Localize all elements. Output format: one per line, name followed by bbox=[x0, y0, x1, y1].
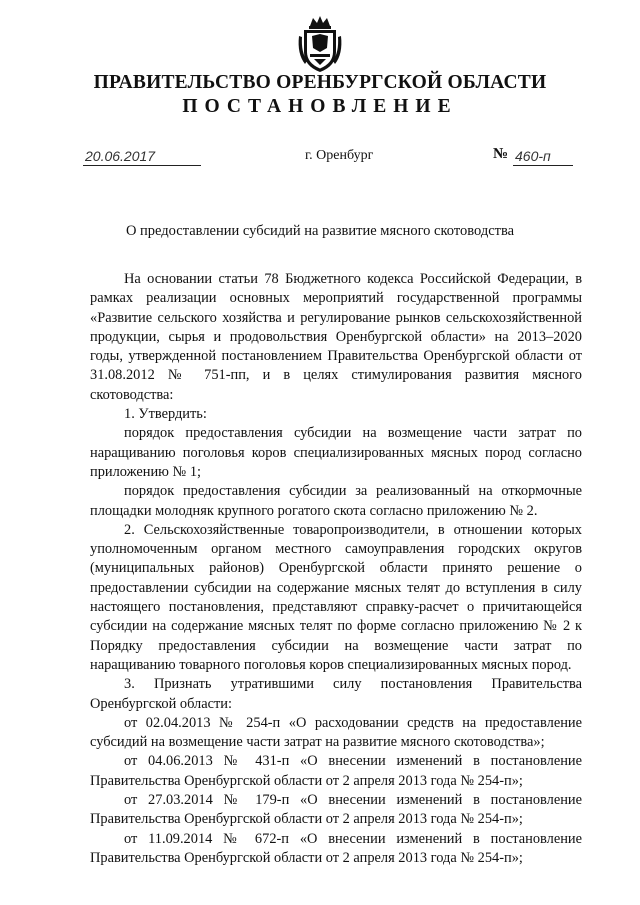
body-paragraph: 3. Признать утратившими силу постановления Правительства Оренбургской области: bbox=[90, 676, 582, 712]
body-paragraph: от 27.03.2014 № 179-п «О внесении изменений в постановление Правительства Оренбургской области от 2 апреля 2013 года № 254-п»; bbox=[90, 792, 582, 828]
document-date: 20.06.2017 bbox=[83, 148, 201, 166]
document-type-title: ПОСТАНОВЛЕНИЕ bbox=[182, 96, 458, 117]
document-subject: О предоставлении субсидий на развитие мясного скотоводства bbox=[125, 223, 515, 239]
document-city: г. Оренбург bbox=[305, 148, 374, 163]
body-paragraph: от 02.04.2013 № 254-п «О расходовании средств на предоставление субсидий на возмещение части затрат на развитие мясного скотоводства»; bbox=[90, 714, 582, 751]
body-paragraph: 2. Сельскохозяйственные товаропроизводители, в отношении которых уполномоченным органом местного самоуправления городских округов (муниципальных районов) Оренбургской области принято решение о предоставлении субсидии на содержание мясных телят до вступления в силу настоящего постановления, представляют справку-расчет о причитающейся субсидии на содержание мясных телят по форме согласно приложению № 2 к Порядку предоставления субсидии на возмещение части затрат по наращиванию товарного поголовья коров специализированных мясных пород. bbox=[90, 521, 582, 673]
government-title: ПРАВИТЕЛЬСТВО ОРЕНБУРГСКОЙ ОБЛАСТИ bbox=[93, 72, 547, 93]
body-paragraph: порядок предоставления субсидии на возмещение части затрат по наращиванию поголовья коров специализированных мясных пород согласно приложению № 1; bbox=[90, 425, 582, 480]
body-paragraph: На основании статьи 78 Бюджетного кодекса Российской Федерации, в рамках реализации основных мероприятий государственной программы «Развитие сельского хозяйства и регулирование рынков сельскохозяйственной продукции, сырья и продовольствия Оренбургской области» на 2013–2020 годы, утвержденной постановлением Правительства Оренбургской области от 31.08.2012 № 751-пп, и в целях стимулирования развития мясного скотоводства: bbox=[90, 271, 582, 403]
coat-of-arms-icon bbox=[296, 14, 344, 76]
document-body bbox=[90, 270, 582, 868]
body-paragraph: 1. Утвердить: bbox=[124, 406, 207, 423]
document-number-label: № bbox=[493, 146, 509, 162]
body-paragraph: от 11.09.2014 № 672-п «О внесении изменений в постановление Правительства Оренбургской области от 2 апреля 2013 года № 254-п»; bbox=[90, 830, 582, 866]
body-paragraph: от 04.06.2013 № 431-п «О внесении изменений в постановление Правительства Оренбургской области от 2 апреля 2013 года № 254-п»; bbox=[90, 753, 582, 789]
document-number: 460-п bbox=[513, 148, 573, 166]
body-paragraph: порядок предоставления субсидии за реализованный на откормочные площадки молодняк крупного рогатого скота согласно приложению № 2. bbox=[90, 483, 582, 519]
